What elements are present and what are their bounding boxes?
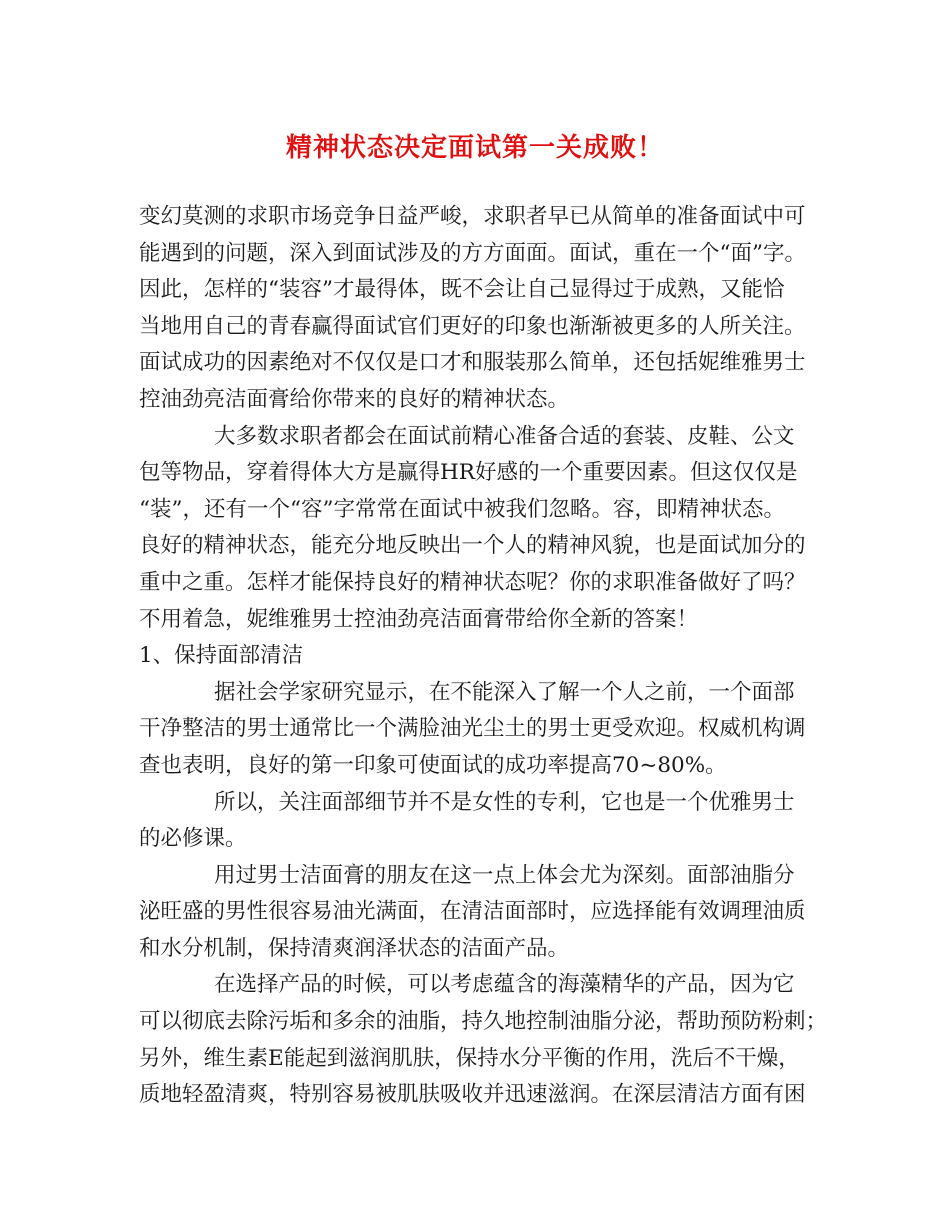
text-line: 良好的精神状态，能充分地反映出一个人的精神风貌，也是面试加分的: [139, 533, 806, 559]
text-line: 重中之重。怎样才能保持良好的精神状态呢？你的求职准备做好了吗？: [139, 569, 806, 595]
text-line: 干净整洁的男士通常比一个满脸油光尘土的男士更受欢迎。权威机构调: [139, 716, 806, 742]
text-line: 在选择产品的时候，可以考虑蕴含的海藻精华的产品，因为它: [214, 972, 795, 998]
text-line: 据社会学家研究显示，在不能深入了解一个人之前，一个面部: [214, 679, 795, 705]
text-line: 因此，怎样的“装容”才最得体，既不会让自己显得过于成熟，又能恰: [139, 277, 785, 303]
text-line: 面试成功的因素绝对不仅仅是口才和服装那么简单，还包括妮维雅男士: [139, 350, 806, 376]
text-line: 控油劲亮洁面膏给你带来的良好的精神状态。: [139, 386, 570, 412]
text-line: 用过男士洁面膏的朋友在这一点上体会尤为深刻。面部油脂分: [214, 862, 795, 888]
document-body: [139, 199, 839, 1114]
text-line: 泌旺盛的男性很容易油光满面，在清洁面部时，应选择能有效调理油质: [139, 899, 806, 925]
text-line: 可以彻底去除污垢和多余的油脂，持久地控制油脂分泌，帮助预防粉刺；: [139, 1009, 828, 1035]
text-line: 包等物品，穿着得体大方是赢得HR好感的一个重要因素。但这仅仅是: [139, 460, 798, 486]
text-line: “装”，还有一个“容”字常常在面试中被我们忽略。容，即精神状态。: [139, 496, 785, 522]
document-title: 精神状态决定面试第一关成败！: [285, 133, 664, 163]
text-line: 所以，关注面部细节并不是女性的专利，它也是一个优雅男士: [214, 789, 795, 815]
section-heading: 1、保持面部清洁: [139, 643, 304, 669]
text-line: 大多数求职者都会在面试前精心准备合适的套装、皮鞋、公文: [214, 423, 795, 449]
text-line: 质地轻盈清爽，特别容易被肌肤吸收并迅速滋润。在深层清洁方面有困: [139, 1082, 806, 1108]
text-line: 变幻莫测的求职市场竞争日益严峻，求职者早已从简单的准备面试中可: [139, 204, 806, 229]
text-line: 不用着急，妮维雅男士控油劲亮洁面膏带给你全新的答案！: [139, 606, 699, 632]
text-line: 和水分机制，保持清爽润泽状态的洁面产品。: [139, 935, 570, 961]
text-line: 能遇到的问题，深入到面试涉及的方方面面。面试，重在一个“面”字。: [139, 240, 806, 266]
text-line: 的必修课。: [139, 826, 247, 852]
text-line: 查也表明，良好的第一印象可使面试的成功率提高70~80%。: [139, 752, 727, 778]
text-line: 另外，维生素E能起到滋润肌肤，保持水分平衡的作用，洗后不干燥，: [139, 1045, 800, 1071]
text-line: 当地用自己的青春赢得面试官们更好的印象也渐渐被更多的人所关注。: [139, 313, 806, 339]
